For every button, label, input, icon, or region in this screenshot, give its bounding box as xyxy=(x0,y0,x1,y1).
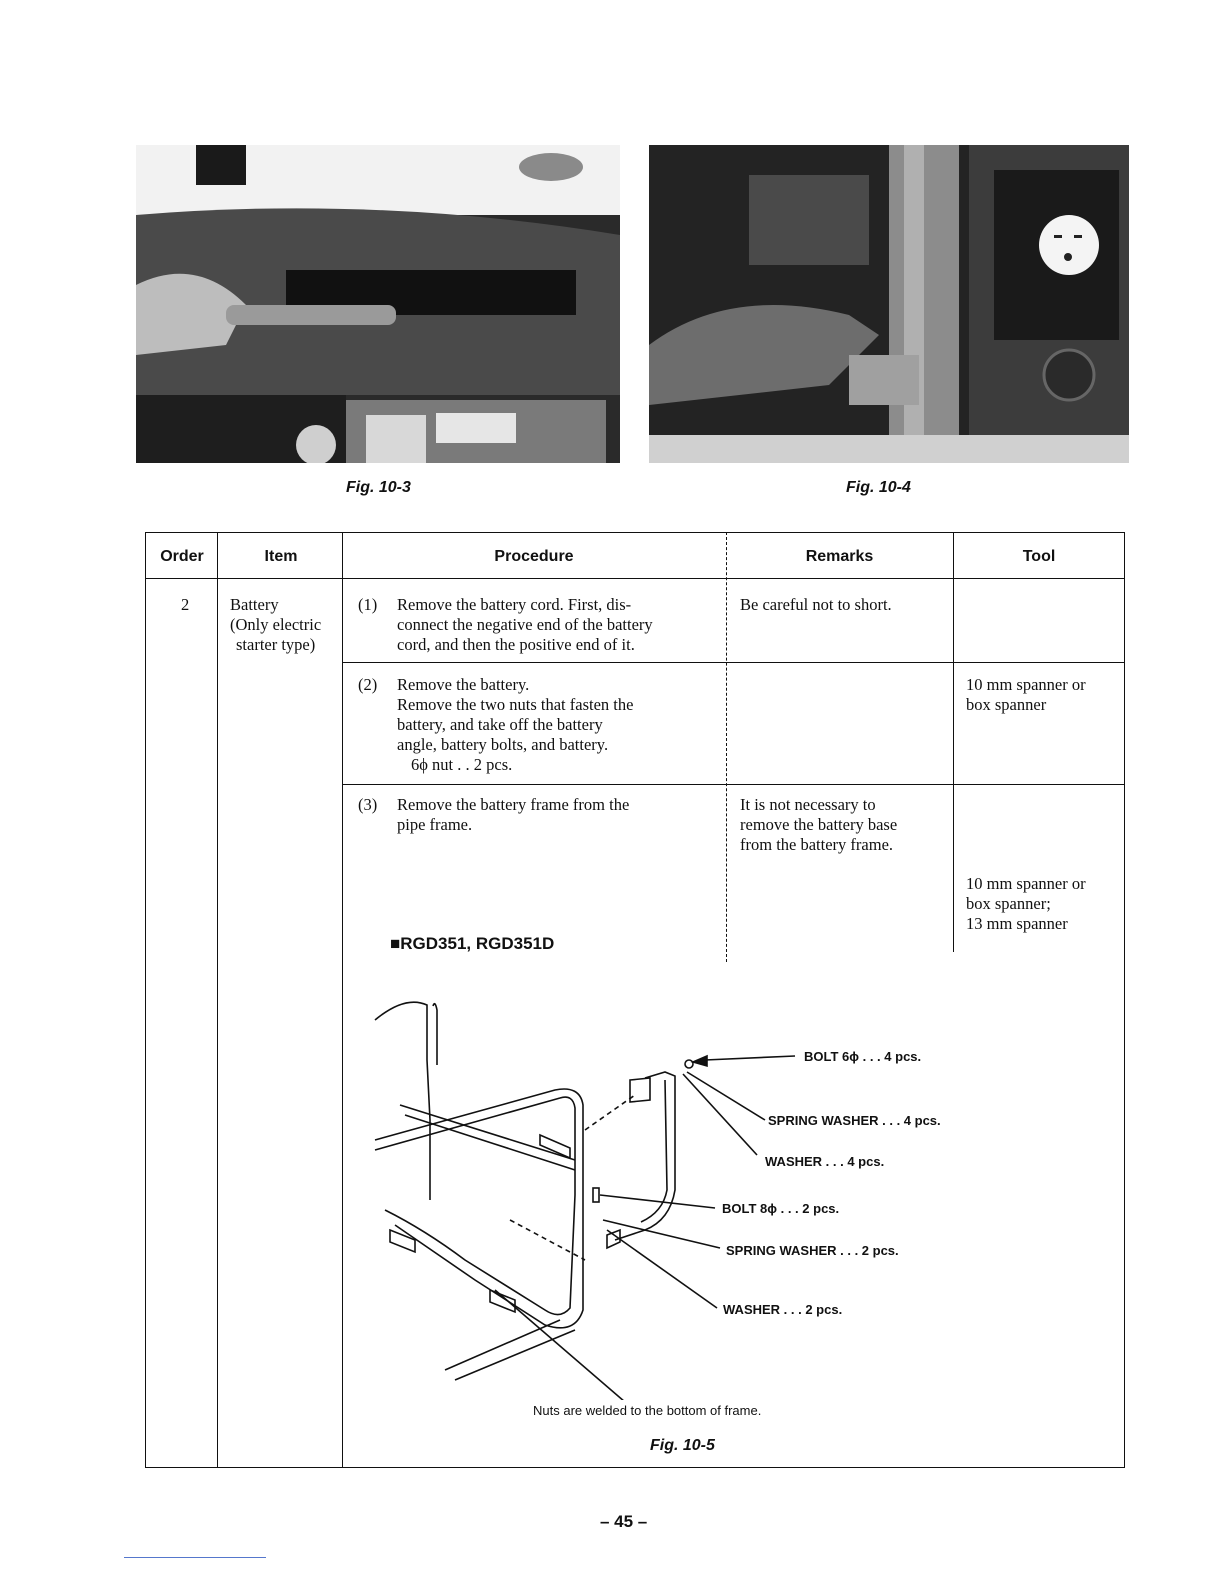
step-2-tool-line-1: 10 mm spanner or xyxy=(966,675,1086,694)
fig-10-5-caption: Fig. 10-5 xyxy=(650,1437,715,1454)
photo-fig-10-3-image xyxy=(136,145,620,463)
label-bolt8: BOLT 8ϕ . . . 2 pcs. xyxy=(722,1201,840,1216)
step-2-line-3: battery, and take off the battery xyxy=(397,715,603,734)
photo-fig-10-4-image xyxy=(649,145,1129,463)
leader-bolt8 xyxy=(600,1195,715,1208)
label-washer-2: WASHER . . . 2 pcs. xyxy=(723,1302,843,1317)
battery-frame-angle xyxy=(630,1078,650,1102)
step-3-tool-line-2: box spanner; xyxy=(966,894,1051,913)
step-2-line-1: Remove the battery. xyxy=(397,675,530,694)
leader-washer2 xyxy=(607,1230,717,1308)
step-3-number: (3) xyxy=(358,795,378,814)
step-2-text xyxy=(397,675,722,775)
label-spring-washer-4: SPRING WASHER . . . 4 pcs. xyxy=(768,1113,941,1128)
pipe-frame-upright-left-inner xyxy=(433,1004,437,1065)
step-2-tool xyxy=(966,675,1116,715)
order-number: 2 xyxy=(181,595,190,614)
row-divider-1 xyxy=(342,662,1125,663)
fig-10-3-caption: Fig. 10-3 xyxy=(346,479,411,496)
pipe-frame-front-rail-outer xyxy=(455,1330,575,1380)
label-washer-4: WASHER . . . 4 pcs. xyxy=(765,1154,885,1169)
step-3-remarks-line-3: from the battery frame. xyxy=(740,835,894,854)
header-item: Item xyxy=(264,548,298,565)
step-2-sub: 6ϕ nut . . 2 pcs. xyxy=(411,755,513,774)
leader-washer4 xyxy=(683,1074,757,1155)
step-2-tool-line-2: box spanner xyxy=(966,695,1047,714)
step-3-remarks xyxy=(740,795,950,855)
col-line-procedure xyxy=(726,532,727,962)
step-1-line-3: cord, and then the positive end of it. xyxy=(397,635,635,654)
header-order: Order xyxy=(160,548,204,565)
step-2-line-4: angle, battery bolts, and battery. xyxy=(397,735,609,754)
model-heading: ■RGD351, RGD351D xyxy=(390,934,555,953)
pipe-frame-cross-bar xyxy=(400,1105,575,1160)
step-1-text xyxy=(397,595,722,655)
step-2-number: (2) xyxy=(358,675,378,694)
step-3-text xyxy=(397,795,722,835)
step-3-line-2: pipe frame. xyxy=(397,815,473,834)
bracket-bottom xyxy=(490,1290,515,1312)
step-3-line-1: Remove the battery frame from the xyxy=(397,795,630,814)
footer-rule xyxy=(124,1557,266,1558)
label-bolt6: BOLT 6ϕ . . . 4 pcs. xyxy=(804,1049,922,1064)
header-remarks: Remarks xyxy=(805,548,874,565)
leader-nuts-note xyxy=(495,1290,625,1400)
item-line-1: Battery xyxy=(230,595,279,614)
step-3-remarks-line-1: It is not necessary to xyxy=(740,795,876,814)
step-1-line-2: connect the negative end of the battery xyxy=(397,615,653,634)
row-divider-2 xyxy=(342,784,1125,785)
item-label xyxy=(230,595,342,655)
step-2-line-2: Remove the two nuts that fasten the xyxy=(397,695,634,714)
pipe-frame-upright-left xyxy=(375,1002,430,1200)
label-nuts-note: Nuts are welded to the bottom of frame. xyxy=(533,1403,762,1418)
label-spring-washer-2: SPRING WASHER . . . 2 pcs. xyxy=(726,1243,899,1258)
step-1-line-1: Remove the battery cord. First, dis- xyxy=(397,595,632,614)
step-3-tool-line-1: 10 mm spanner or xyxy=(966,874,1086,893)
step-3-tool xyxy=(966,874,1116,934)
item-line-3: starter type) xyxy=(236,635,316,654)
col-line-order xyxy=(217,532,218,1468)
col-line-remarks xyxy=(953,532,954,952)
pipe-frame-bottom-rail-outer xyxy=(395,1190,583,1328)
leader-bolt6 xyxy=(705,1056,795,1060)
bolt6-part xyxy=(685,1060,693,1068)
header-tool: Tool xyxy=(1022,548,1056,565)
step-1-remarks: Be careful not to short. xyxy=(740,595,892,614)
photo-fig-10-3 xyxy=(136,145,620,463)
leader-spring4 xyxy=(687,1072,765,1120)
arrowhead-bolt6 xyxy=(693,1056,707,1066)
alignment-line-1 xyxy=(585,1095,635,1130)
step-1-number: (1) xyxy=(358,595,378,614)
pipe-frame-front-rail xyxy=(445,1320,560,1370)
step-3-remarks-line-2: remove the battery base xyxy=(740,815,898,834)
photo-fig-10-4 xyxy=(649,145,1129,463)
pipe-frame-bottom-rail xyxy=(385,1195,575,1315)
bracket-left xyxy=(390,1230,415,1252)
col-line-item xyxy=(342,532,343,1468)
header-procedure: Procedure xyxy=(494,548,574,565)
step-3-tool-line-3: 13 mm spanner xyxy=(966,914,1068,933)
item-line-2: (Only electric xyxy=(230,615,322,634)
page-number: – 45 – xyxy=(600,1512,648,1531)
fig-10-4-caption: Fig. 10-4 xyxy=(846,479,911,496)
header-divider xyxy=(145,578,1125,579)
bolt8-part xyxy=(593,1188,599,1202)
